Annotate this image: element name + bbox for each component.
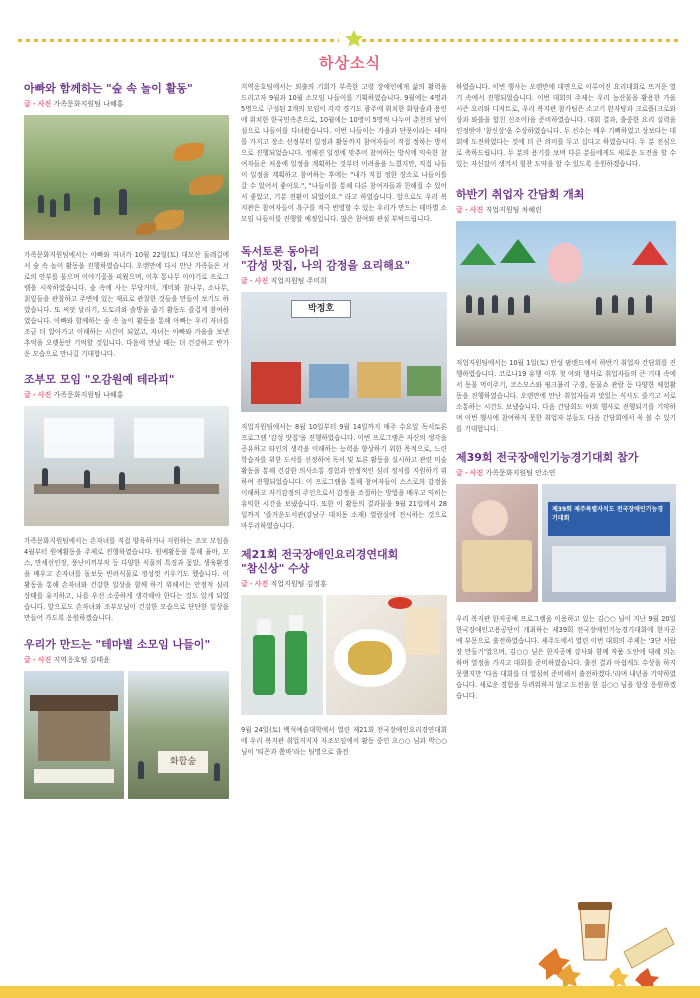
star-icon <box>339 28 361 50</box>
article-title-forest: 아빠와 함께하는 "숲 속 놀이 활동" <box>24 82 193 95</box>
article-title-bookclub-2: "감성 맛집, 나의 감정을 요리해요" <box>241 259 411 272</box>
bookclub-photo <box>241 292 447 412</box>
arboretum-photo <box>128 671 229 799</box>
article-title-skills-contest: 제39회 전국장애인기능경기대회 참가 <box>456 451 639 464</box>
bottom-border <box>0 986 700 998</box>
contest-banner-photo <box>542 484 676 602</box>
article-body-outing: 지역옹호팀에서는 외출의 기회가 부족한 고령 장애인에게 삶의 활력을 드리고자 9월과 10월 소모임 나들이를 기획하였습니다. 9월에는 4명과 5명으로 구성된 2개의 모임이 각각 경기도 광주에 위치한 화담숲과 용인에 위치한 한국민속촌으로, 10월에는 10명이 5명씩 나누어 춘천의 남이섬으로 나들이를 다녀왔습니다. 이번 나들이는 가을과 단풍이라는 테마를 가지고 장소 선정부터 일정과 활동까지 참여자들이 직접 정하는 방식으로 진행되었습니다. 정해진 일정에 맞추어 참여하는 방식에 익숙한 참여자들은 처음에 일정을 계획하는 것부터 어려움을 느꼈지만, 직접 나들이 일정을 계획하고 참여하는 후에는 "내가 직접 정한 장소로 나들이를 갈 수 있어서 좋아요.", "나들이를 통해 다른 참여자들과 친해질 수 있어서 좋았고, 기분 전환이 되었어요." 라고 하였습니다. 앞으로도 우리 복지관은 참여자들이 욕구를 적극 반영할 수 있는 우리가 만드는 테마별 소모임 나들이를 진행할 예정입니다. 많은 참여와 관심 부탁드립니다. <box>241 83 447 223</box>
farm-group-photo <box>456 221 676 346</box>
article-body-cooking: 9월 24일(토) 백석예술대학에서 열린 제21회 전국장애인요리경연대회에 우리 복지관 취업지지자 자조모임에서 활동 중인 오○○ 님과 박○○ 님이 '티꼰과 쫌바'라는 팀명으로 출전 <box>241 726 447 756</box>
photo-sign: 화합숲 <box>158 751 208 773</box>
coffee-cup-icon <box>528 886 678 986</box>
section-title: 하상소식 <box>319 54 381 72</box>
column-3 <box>456 82 676 702</box>
forest-photo <box>24 115 229 240</box>
header <box>0 28 700 54</box>
byline: 글・사진 지역옹호팀 김태윤 <box>24 656 110 664</box>
column-1 <box>24 82 229 799</box>
column-2 <box>241 82 447 758</box>
dish-photo <box>326 595 447 715</box>
article-title-grandparents: 조부모 모임 "오감원예 테라피" <box>24 373 175 386</box>
article-title-outing: 우리가 만드는 "테마별 소모임 나들이" <box>24 638 211 651</box>
chefs-photo <box>241 595 323 715</box>
byline: 글・사진 직업지원팀 차혜린 <box>456 206 542 214</box>
byline: 글・사진 가족문화지원팀 나혜홍 <box>24 100 124 108</box>
article-body-bookclub: 직업지원팀에서는 8월 10일부터 9월 14일까지 매주 수요일 독서토론 프로그램 '감성 맛집'을 진행하였습니다. 이번 프로그램은 자신의 생각을 공유하고 타인의 생각을 이해하는 능력을 향상하기 위한 목적으로, 느린 학습자를 위한 도서를 선정하여 독서 및 토론 활동을 실시하고 관련 미술 활동을 통해 건강한 의사소통 경험과 안정적인 심리 정서를 지원하기 위하여 진행되었습니다. 이 프로그램을 통해 참여자들이 스스로의 감정을 이해하고 자기감정의 주인으로서 감정을 조절하는 방법을 배우고 익히는 유익한 시간을 보냈습니다. 또한 이 활동의 결과물을 9월 21일에서 28일까지 '즐거운도서관(강남구 대치동 소재) 열람실에 전시하는 것으로 마무리하였습니다. <box>241 423 447 530</box>
photo-banner: 제39회 제주특별자치도 전국장애인기능경기대회 <box>548 502 670 536</box>
byline: 글・사진 직업지원팀 주미희 <box>241 277 327 285</box>
article-title-cooking-1: 제21회 전국장애인요리경연대회 <box>241 548 399 561</box>
article-title-cooking-2: "참신상" 수상 <box>241 562 310 575</box>
classroom-photo <box>24 406 229 526</box>
article-body-cooking-continued: 하였습니다. 이번 행사는 오랜만에 대면으로 이루어진 요리대회로 뜨거운 열기 속에서 진행되었습니다. 이번 대회의 주제는 우리 농산물을 활용한 가을 시즌 요리와 디저트로, 우리 복지관 참가팀은 소고기 완자탕과 크로플(크로와상과 와플을 합친 신조어)을 준비하였습니다. 대회 결과, 출중한 요리 실력을 인정받아 '참신상'을 수상하였습니다. 두 선수는 매우 기뻐하였고 상보다는 대회에 도전하였다는 것에 더 큰 의미를 두고 십다고 하였습니다. 두 분 진심으로 축하드립니다. 두 분의 용기를 보며 다른 분들에게도 새로운 도전을 할 수 있는 자신감이 생겨서 힘찬 도약을 할 수 있도록 응원하겠습니다. <box>456 83 676 168</box>
byline: 글・사진 직업지원팀 김정훈 <box>241 580 327 588</box>
article-title-bookclub-1: 독서토론 동아리 <box>241 245 320 258</box>
article-title-employee-meeting: 하반기 취업자 간담회 개최 <box>456 188 585 201</box>
article-body-grandparents: 가족문화지원팀에서는 손자녀를 직접 양육하거나 지원하는 조모 모임을 4월부터 원예활동을 주제로 진행하였습니다. 원예활동을 통해 율마, 모스, 만세선인장, 풍난이끼부작 등 다양한 식물의 특징과 꽃말, 생육환경을 배우고 손자녀를 돌보듯 반려식물로 정성껏 키우기도 했습니다. 이 활동을 통해 손자녀와 건강한 일상을 함께 하기 위해서는 안정적 심리 상태를 유지하고, 나를 우선 소중하게 생각해야 한다는 것도 알게 되었습니다. 앞으로도 손자녀와 조부모님이 건강한 모습으로 단단한 일상을 만들어 가도록 응원하겠습니다. <box>24 537 229 622</box>
village-photo <box>24 671 124 799</box>
autumn-decoration <box>528 886 678 986</box>
byline: 글・사진 가족문화지원팀 나혜홍 <box>24 391 124 399</box>
photo-nameplate: 박정호 <box>291 300 351 318</box>
byline: 글・사진 가족문화지원팀 안소연 <box>456 469 556 477</box>
craft-photo <box>456 484 538 602</box>
article-body-forest: 가족문화지원팀에서는 아빠와 자녀가 10월 22일(토) 대모산 둘레길에서 숲 속 놀이 활동을 진행하였습니다. 오랜만에 다시 만난 가족들은 서로의 안부를 물으며 이야기꽃을 피웠으며, 이후 통나무 이야기로 프로그램을 시작하였습니다. 숲 속에 사는 무당거미, 개미와 참나무, 소나무, 칡잎들을 관찰하고 주변에 있는 재료로 관찰한 것들을 만들어 보기도 하였습니다. 또 씨앗 날리기, 도토리와 솔방울 줍기 활동도 즐겁게 참여하였습니다. 아빠와 함께하는 숲 속 놀이 활동을 통해 아빠는 우리 자녀를 조금 더 알아가고 이해하는 시간이 되었고, 자녀는 아빠와 가을을 보낸 추억을 오랫동안 기억할 것입니다. 다음에 만날 때는 더 건강하고 반가운 모습으로 만나길 기대합니다. <box>24 251 229 358</box>
article-body-skills-contest: 우리 복지관 한지공예 프로그램을 이용하고 있는 김○○ 님이 지난 9월 20일 한국장애인고용공단이 개최하는 제39회 전국장애인기능경기대회에 한지공예 부문으로 출전하였습니다. 제주도에서 열린 이번 대회의 주제는 '3단 서랍장 만들기'였으며, 김○○ 님은 한지공예 강사와 함께 작품 도안에 대해 의논하며 열정을 가지고 대회를 준비하였습니다. 출전 결과 아쉽게도 수상을 하지 못했지만 '다음 대회를 더 열심히 준비해서 출전하겠다.'라며 내년을 기약하였습니다. 새로운 경험을 두려워하지 않고 도전을 한 김○○ 님을 항상 응원하겠습니다. <box>456 615 676 700</box>
article-body-employee-meeting: 직업지원팀에서는 10월 1일(토) 안성 팜랜드에서 하반기 취업자 간담회를 진행하였습니다. 코로나19 유행 이후 첫 야외 행사로 취업자들의 큰 기대 속에서 동물 먹이주기, 코스모스와 핑크뮬리 구경, 동물쇼 관람 등 다양한 체험활동을 진행하였습니다. 오랜만에 만난 취업자들과 맛있는 식사도 즐기고 서로 소통하는 시간도 보냈습니다. 다음 간담회도 야외 행사로 진행되기를 기약하며 이번 행사에 참여하지 못한 취업자 분들도 다음 간담회에서 꼭 볼 수 있기를 기대합니다. <box>456 359 676 433</box>
